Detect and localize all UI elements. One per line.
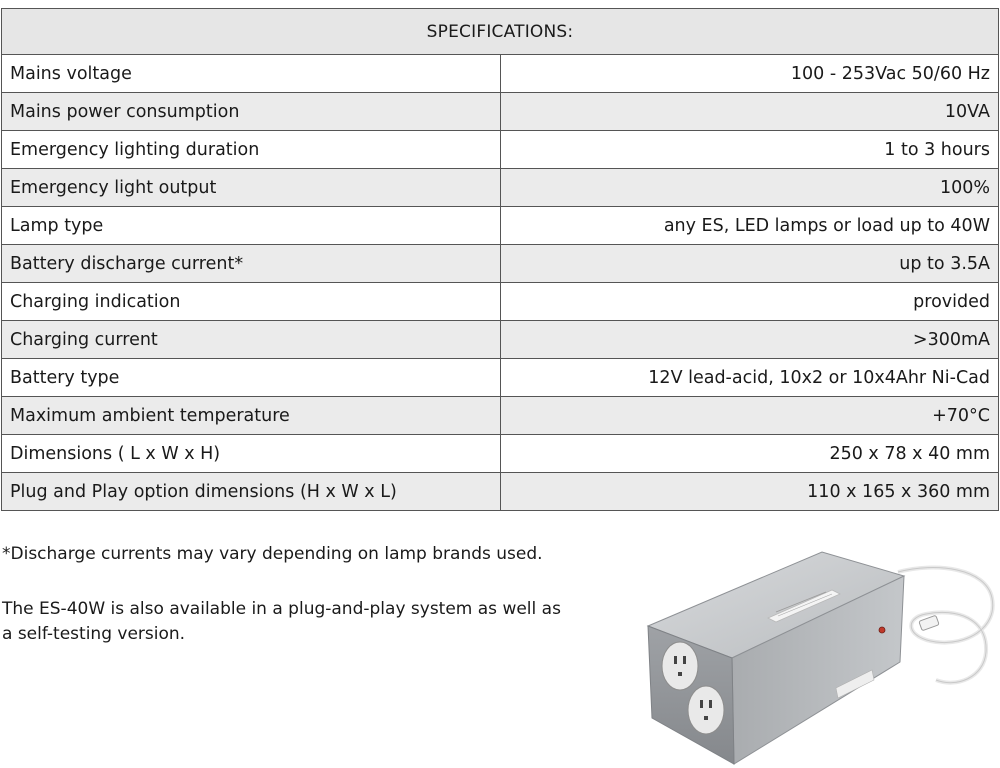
row-label: Charging indication (2, 283, 501, 321)
row-label: Mains power consumption (2, 93, 501, 131)
row-label: Battery discharge current* (2, 245, 501, 283)
row-label: Emergency light output (2, 169, 501, 207)
row-value: 12V lead-acid, 10x2 or 10x4Ahr Ni-Cad (500, 359, 999, 397)
row-label: Lamp type (2, 207, 501, 245)
table-row (2, 473, 999, 511)
table-row (2, 245, 999, 283)
table-row (2, 207, 999, 245)
row-value: >300mA (500, 321, 999, 359)
row-value: 110 x 165 x 360 mm (500, 473, 999, 511)
row-value: 1 to 3 hours (500, 131, 999, 169)
row-label: Charging current (2, 321, 501, 359)
row-value: +70°C (500, 397, 999, 435)
specifications-table (1, 8, 999, 511)
row-value: 100 - 253Vac 50/60 Hz (500, 55, 999, 93)
row-value: provided (500, 283, 999, 321)
power-socket (662, 642, 698, 690)
row-label: Battery type (2, 359, 501, 397)
table-row (2, 435, 999, 473)
table-row (2, 359, 999, 397)
row-label: Plug and Play option dimensions (H x W x L) (2, 473, 501, 511)
mains-cable (898, 568, 993, 683)
table-row (2, 397, 999, 435)
row-value: 250 x 78 x 40 mm (500, 435, 999, 473)
row-value: up to 3.5A (500, 245, 999, 283)
table-row (2, 283, 999, 321)
table-row (2, 55, 999, 93)
row-label: Mains voltage (2, 55, 501, 93)
product-photo (636, 548, 1000, 768)
table-header: SPECIFICATIONS: (2, 9, 999, 55)
row-value: 10VA (500, 93, 999, 131)
row-label: Emergency lighting duration (2, 131, 501, 169)
row-label: Dimensions ( L x W x H) (2, 435, 501, 473)
table-row (2, 93, 999, 131)
table-header-row (2, 9, 999, 55)
table-row (2, 321, 999, 359)
row-value: any ES, LED lamps or load up to 40W (500, 207, 999, 245)
discharge-footnote: *Discharge currents may vary depending on lamp brands used. (2, 544, 543, 564)
availability-note: The ES-40W is also available in a plug-and-play system as well as a self-testing version. (2, 599, 561, 644)
row-value: 100% (500, 169, 999, 207)
row-label: Maximum ambient temperature (2, 397, 501, 435)
charging-indicator-led (879, 627, 885, 633)
power-socket (688, 686, 724, 734)
table-row (2, 131, 999, 169)
table-row (2, 169, 999, 207)
